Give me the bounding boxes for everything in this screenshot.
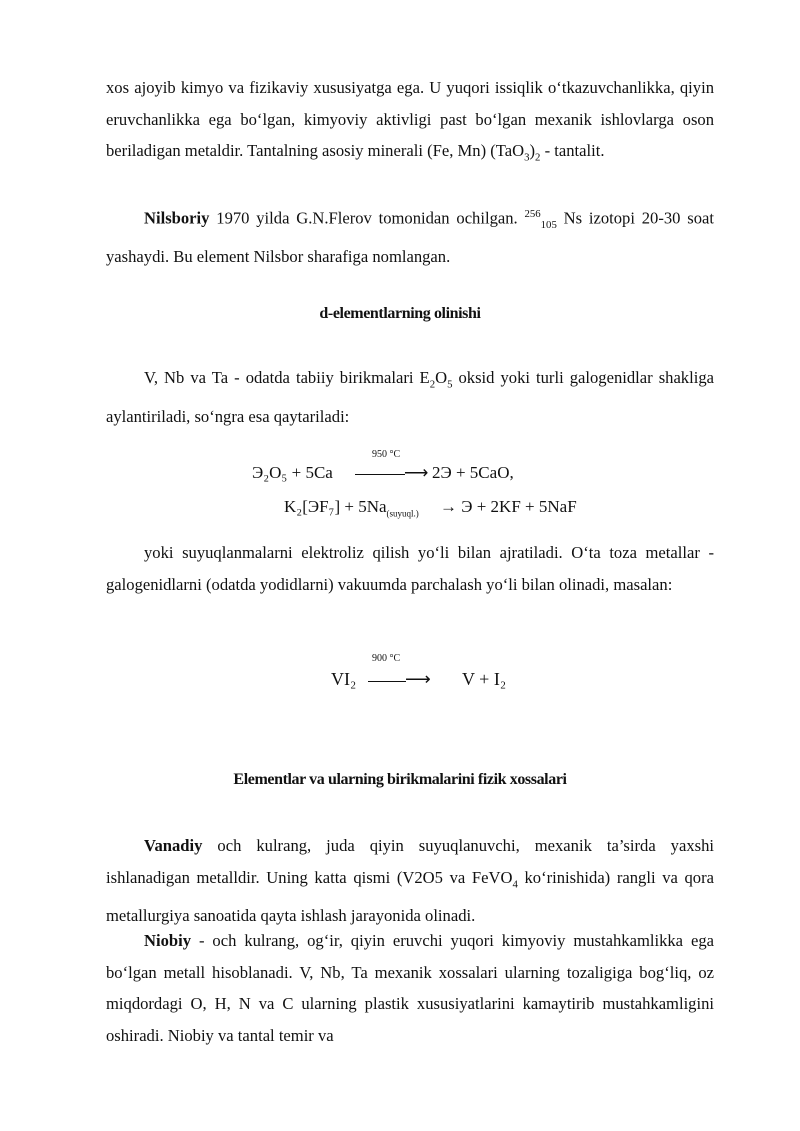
equation-1-condition: 950 °C (372, 449, 401, 460)
equation-1-line (355, 474, 405, 475)
arrow-right-icon: ⟶ (405, 669, 431, 689)
paragraph-niobiy: Niobiy - och kulrang, og‘ir, qiyin eruvchi yuqori kimyoviy mustahkamlikka ega bo‘lgan metall hisoblanadi. V, Nb, Ta mexanik xossalari ularning tozaligiga bog‘liq, oz miqdordagi O, H, N va C ularning plastik xususiyatlarini kamaytirib mustahkamligini oshiradi. Niobiy va tantal temir va (106, 931, 714, 1045)
equation-3-left: VI₂ (331, 669, 357, 689)
equation-2-left: $K_2[ЭF_7] + 5Na_{(suyuql.)}$ (284, 497, 419, 519)
paragraph-vanadiy: Vanadiy och kulrang, juda qiyin suyuqlanuvchi, mexanik ta’sirda yaxshi ishlanadigan metalldir. Uning katta qismi (V2O5 va FeVO$_4$ ko‘rinishida) rangli va qora metallurgiya sanoatida qayta ishlash jarayonida olinadi. (106, 836, 714, 926)
section-heading-olinishi: d-elementlarning olinishi (319, 305, 481, 322)
section-heading-fizik-xossalari: Elementlar va ularning birikmalarini fizik xossalari (233, 771, 567, 788)
paragraph-tantal: xos ajoyib kimyo va fizikaviy xususiyatga ega. U yuqori issiqlik o‘tkazuvchanlikka, qiyin eruvchanlikka ega bo‘lgan, kimyoviy aktivligi past bo‘lgan mexanik ishlovlarga oson beriladigan metaldir. Tantalning asosiy minerali (Fe, Mn) $(TaO_3)_2$ - tantalit. (106, 78, 714, 164)
arrow-right-icon: ⟶ (404, 463, 429, 482)
paragraph-elektroliz: yoki suyuqlanmalarni elektroliz qilish yo‘li bilan ajratiladi. O‘ta toza metallar -galogenidlarni (odatda yodidlarni) vakuumda parchalash yo‘li bilan olinadi, masalan: (106, 543, 714, 594)
paragraph-nilsboriy: Nilsboriy 1970 yilda G.N.Flerov tomonidan ochilgan. $^{256}_{105}$ Ns izotopi 20-30 soat yashaydi. Bu element Nilsbor sharafiga nomlangan. (106, 208, 714, 267)
equation-3-right: V + I₂ (462, 669, 507, 689)
equation-2-right: → Э + 2KF + 5NaF (440, 497, 577, 516)
equation-3-condition: 900 °C (372, 653, 401, 664)
equation-3-line (368, 681, 406, 682)
equation-1-left: Э₂O₅ + 5Ca (252, 463, 333, 482)
equation-1-right: 2Э + 5CaO, (432, 463, 514, 482)
paragraph-olinishi: V, Nb va Ta - odatda tabiiy birikmalari $E_2O_5$ oksid yoki turli galogenidlar shakliga aylantiriladi, so‘ngra esa qaytariladi: (106, 368, 714, 426)
